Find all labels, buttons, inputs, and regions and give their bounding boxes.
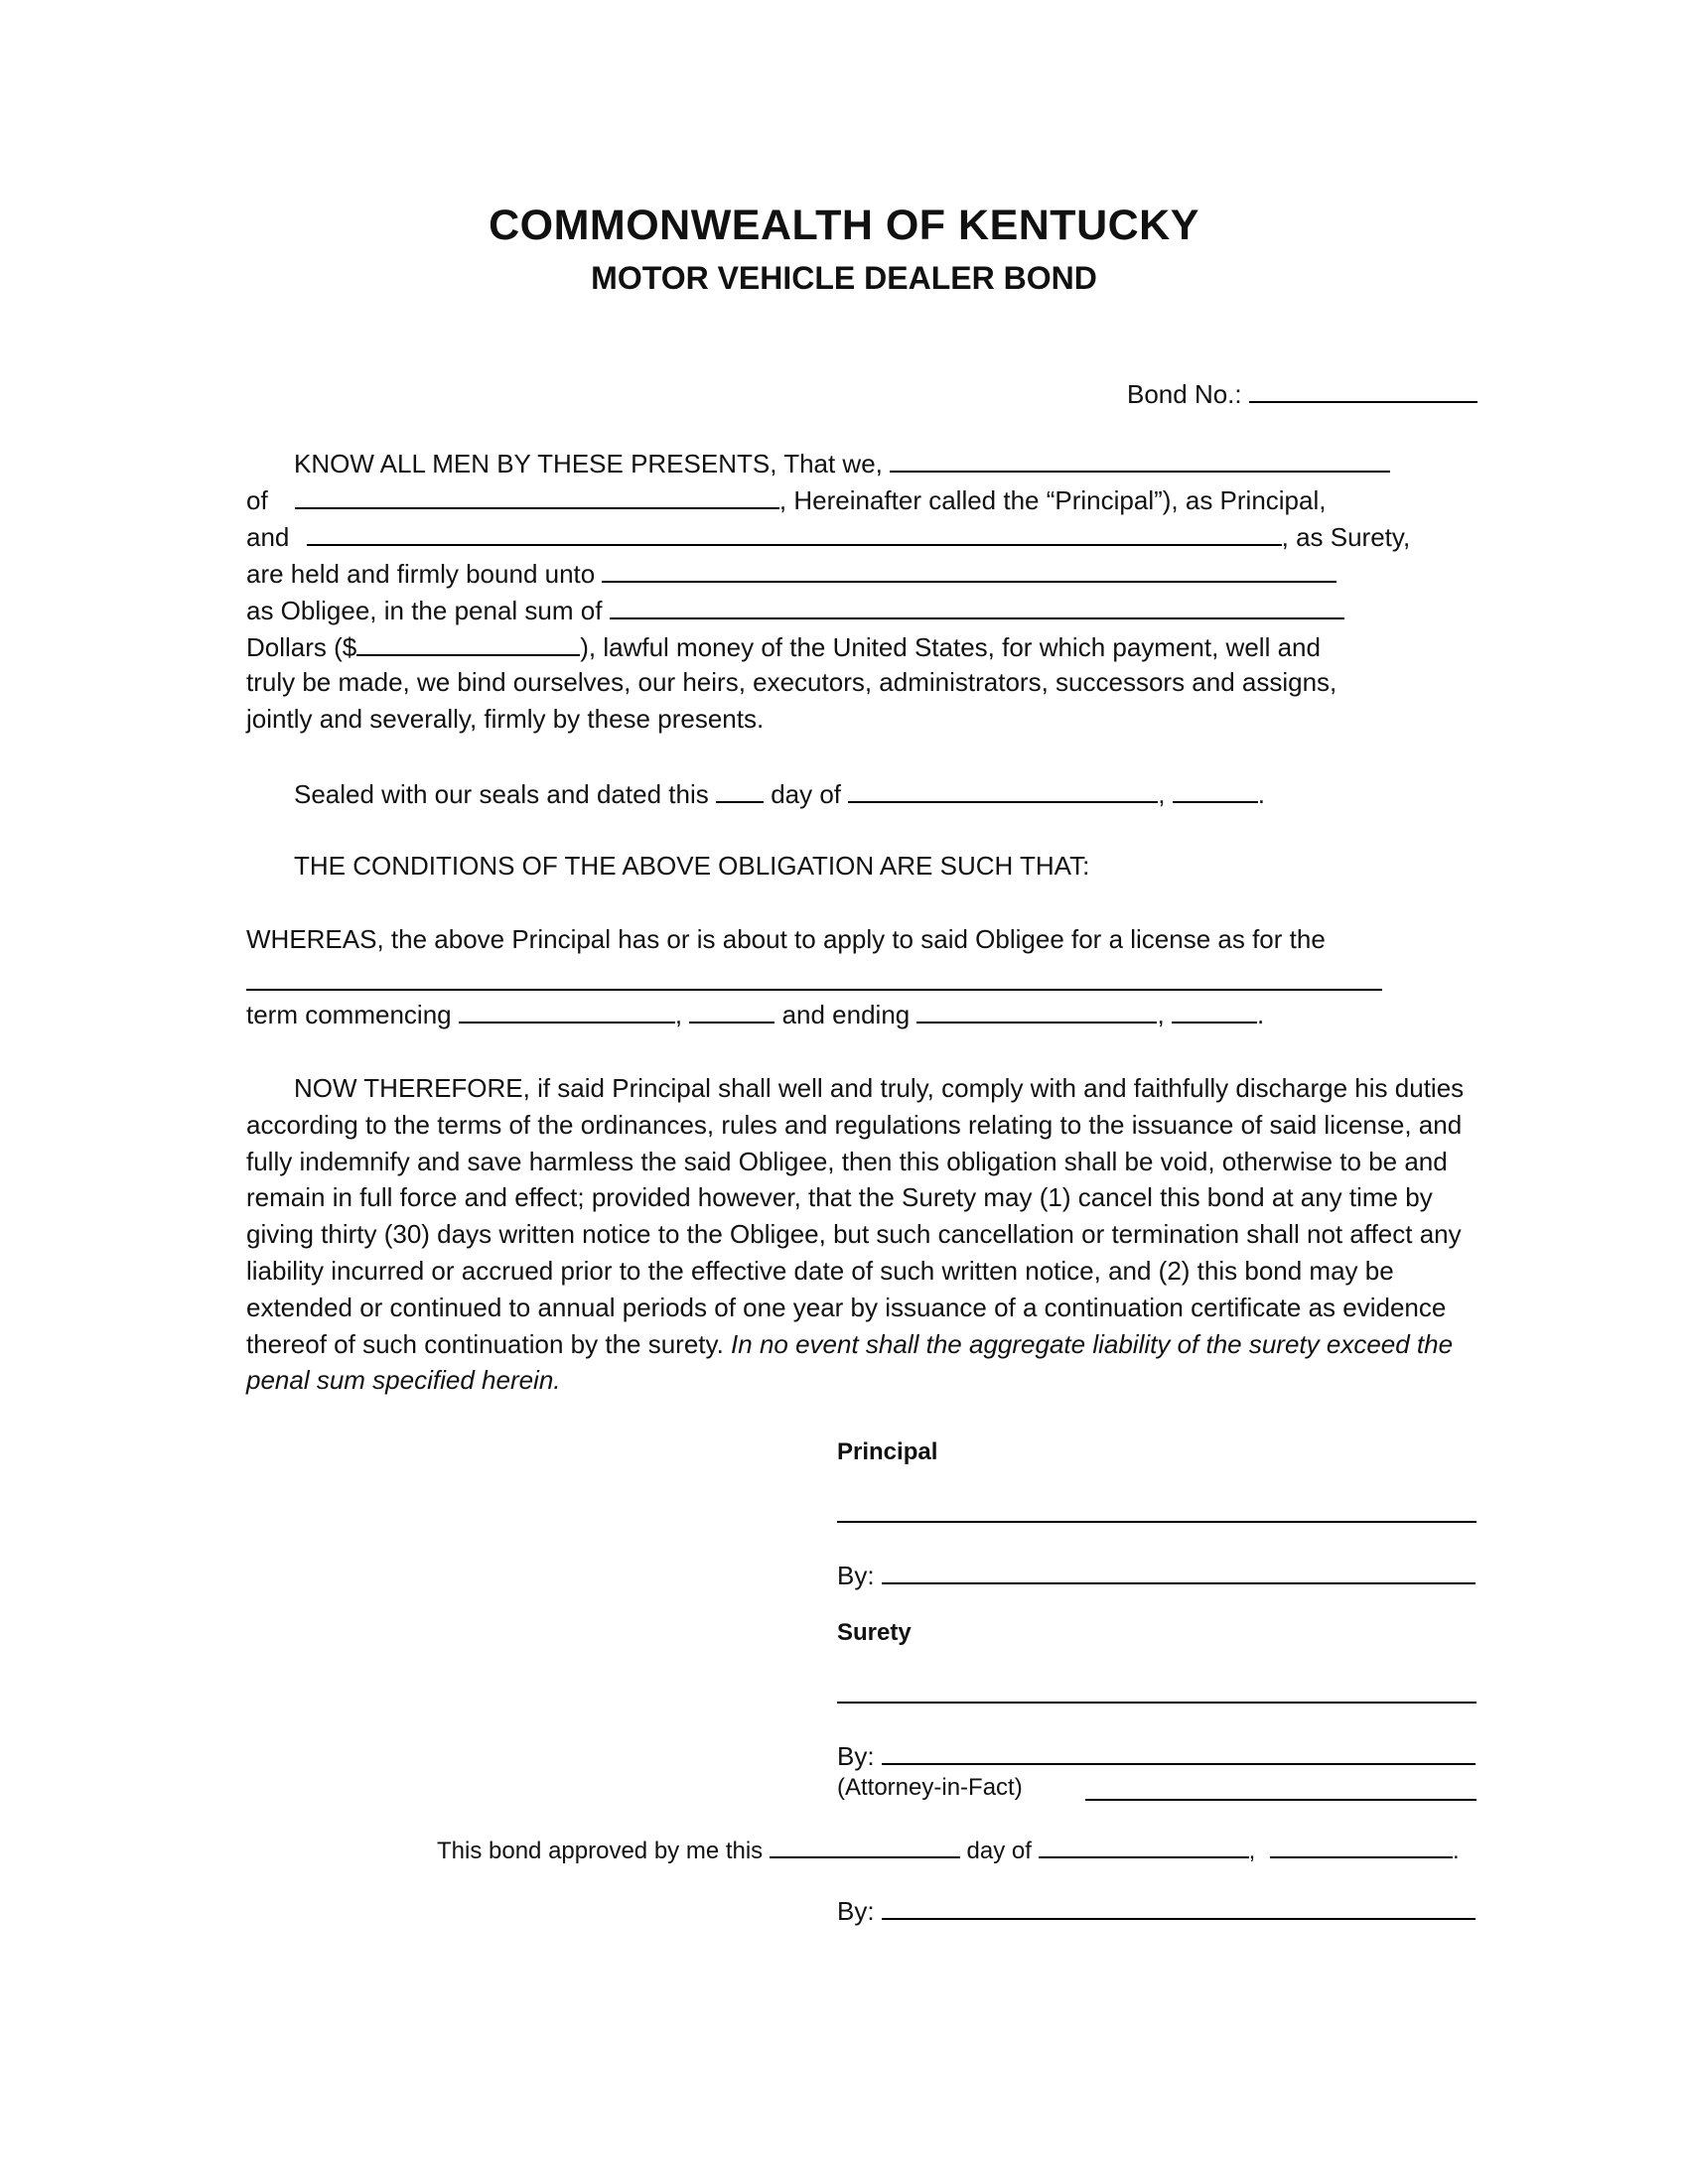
principal-address-field[interactable] xyxy=(295,483,779,509)
sealed-day-of-text: day of xyxy=(771,779,842,809)
term-end-year-field[interactable] xyxy=(1172,998,1257,1024)
now-therefore-paragraph xyxy=(246,1070,1477,1399)
approval-by-row xyxy=(837,1894,1476,1926)
principal-name-field[interactable] xyxy=(890,447,1390,473)
term-row xyxy=(246,998,1264,1029)
surety-label: Surety xyxy=(837,1619,912,1646)
bond-number-label: Bond No.: xyxy=(1127,379,1242,409)
dollars-label: Dollars ($ xyxy=(246,632,357,662)
liability-limit-text: In no event shall the aggregate liability of the surety exceed the penal sum specified herein. xyxy=(246,1328,1454,1396)
attorney-in-fact-field[interactable] xyxy=(1085,1799,1477,1801)
sealed-month-field[interactable] xyxy=(848,777,1158,803)
intro-text-6: ), lawful money of the United States, for which payment, well and xyxy=(580,632,1321,662)
principal-by-field[interactable] xyxy=(882,1559,1476,1584)
intro-line-1 xyxy=(294,447,1390,478)
principal-by-row xyxy=(837,1559,1476,1590)
intro-line-4 xyxy=(246,557,1336,589)
term-commencing-text: term commencing xyxy=(246,1000,452,1029)
intro-line-2 xyxy=(246,483,1326,515)
sealed-day-field[interactable] xyxy=(716,777,764,803)
obligee-field[interactable] xyxy=(602,557,1336,583)
approval-month-field[interactable] xyxy=(1039,1833,1249,1858)
intro-line-8: jointly and severally, firmly by these presents. xyxy=(246,704,765,734)
surety-by-row xyxy=(837,1739,1476,1771)
term-ending-text: and ending xyxy=(781,1000,911,1029)
surety-signature-field[interactable] xyxy=(837,1702,1477,1704)
intro-text-5: as Obligee, in the penal sum of xyxy=(246,596,603,625)
term-end-field[interactable] xyxy=(916,998,1157,1024)
intro-line-7: truly be made, we bind ourselves, our heirs, executors, administrators, successors and assigns, xyxy=(246,667,1337,697)
principal-label: Principal xyxy=(837,1438,938,1465)
penal-sum-words-field[interactable] xyxy=(610,594,1344,619)
conditions-heading: THE CONDITIONS OF THE ABOVE OBLIGATION ARE SUCH THAT: xyxy=(294,851,1090,881)
term-start-year-field[interactable] xyxy=(689,998,774,1024)
and-label: and xyxy=(246,522,290,552)
approval-comma: , xyxy=(1248,1838,1256,1864)
principal-by-label: By: xyxy=(837,1561,875,1590)
approval-row xyxy=(437,1833,1460,1866)
term-comma-1: , xyxy=(674,1000,683,1029)
approval-text: This bond approved by me this xyxy=(437,1838,764,1864)
intro-text-3: , as Surety, xyxy=(1281,522,1411,552)
bond-number-field[interactable] xyxy=(1249,377,1477,403)
sealed-row xyxy=(294,777,1265,809)
whereas-text: WHEREAS, the above Principal has or is about to apply to said Obligee for a license as for the xyxy=(246,924,1326,954)
approval-year-field[interactable] xyxy=(1270,1833,1453,1858)
approval-day-field[interactable] xyxy=(770,1833,960,1858)
attorney-row xyxy=(837,1773,1023,1803)
approval-by-field[interactable] xyxy=(882,1894,1476,1920)
now-therefore-text: NOW THEREFORE, if said Principal shall well and truly, comply with and faithfully discharge his duties according to the terms of the ordinances, rules and regulations relating to the issuance of said license, and fully indemnify and save harmless the said Obligee, then this obligation shall be void, otherwise to be and remain in full force and effect; provided however, that the Surety may (1) cancel this bond at any time by giving thirty (30) days written notice to the Obligee, but such cancellation or termination shall not affect any liability incurred or accrued prior to the effective date of such written notice, and (2) this bond may be extended or continued to annual periods of one year by issuance of a continuation certificate as evidence thereof of such continuation by the surety. xyxy=(246,1073,1465,1359)
term-comma-2: , xyxy=(1157,1000,1165,1029)
attorney-in-fact-label: (Attorney-in-Fact) xyxy=(837,1774,1023,1801)
sealed-text: Sealed with our seals and dated this xyxy=(294,779,709,809)
surety-name-field[interactable] xyxy=(307,520,1282,546)
sealed-comma: , xyxy=(1158,779,1166,809)
term-period: . xyxy=(1256,1000,1265,1029)
term-start-field[interactable] xyxy=(459,998,675,1024)
document-subtitle: MOTOR VEHICLE DEALER BOND xyxy=(591,260,1097,296)
surety-by-field[interactable] xyxy=(882,1739,1476,1765)
intro-text-4: are held and firmly bound unto xyxy=(246,559,596,589)
principal-signature-field[interactable] xyxy=(837,1521,1477,1523)
intro-line-6 xyxy=(246,630,1321,662)
license-type-field[interactable] xyxy=(246,989,1382,991)
approval-period: . xyxy=(1452,1838,1460,1864)
surety-by-label: By: xyxy=(837,1741,875,1771)
bond-number-row xyxy=(1127,377,1477,409)
approval-day-of-text: day of xyxy=(966,1838,1032,1864)
approval-by-label: By: xyxy=(837,1896,875,1926)
intro-text-2: , Hereinafter called the “Principal”), as Principal, xyxy=(778,485,1327,515)
intro-line-5 xyxy=(246,594,1344,625)
sealed-period: . xyxy=(1257,779,1265,809)
of-label: of xyxy=(246,485,268,515)
penal-sum-amount-field[interactable] xyxy=(356,630,580,656)
intro-text-1: KNOW ALL MEN BY THESE PRESENTS, That we, xyxy=(294,449,883,478)
intro-line-3 xyxy=(246,520,1410,552)
document-title: COMMONWEALTH OF KENTUCKY xyxy=(489,202,1199,249)
sealed-year-field[interactable] xyxy=(1173,777,1258,803)
